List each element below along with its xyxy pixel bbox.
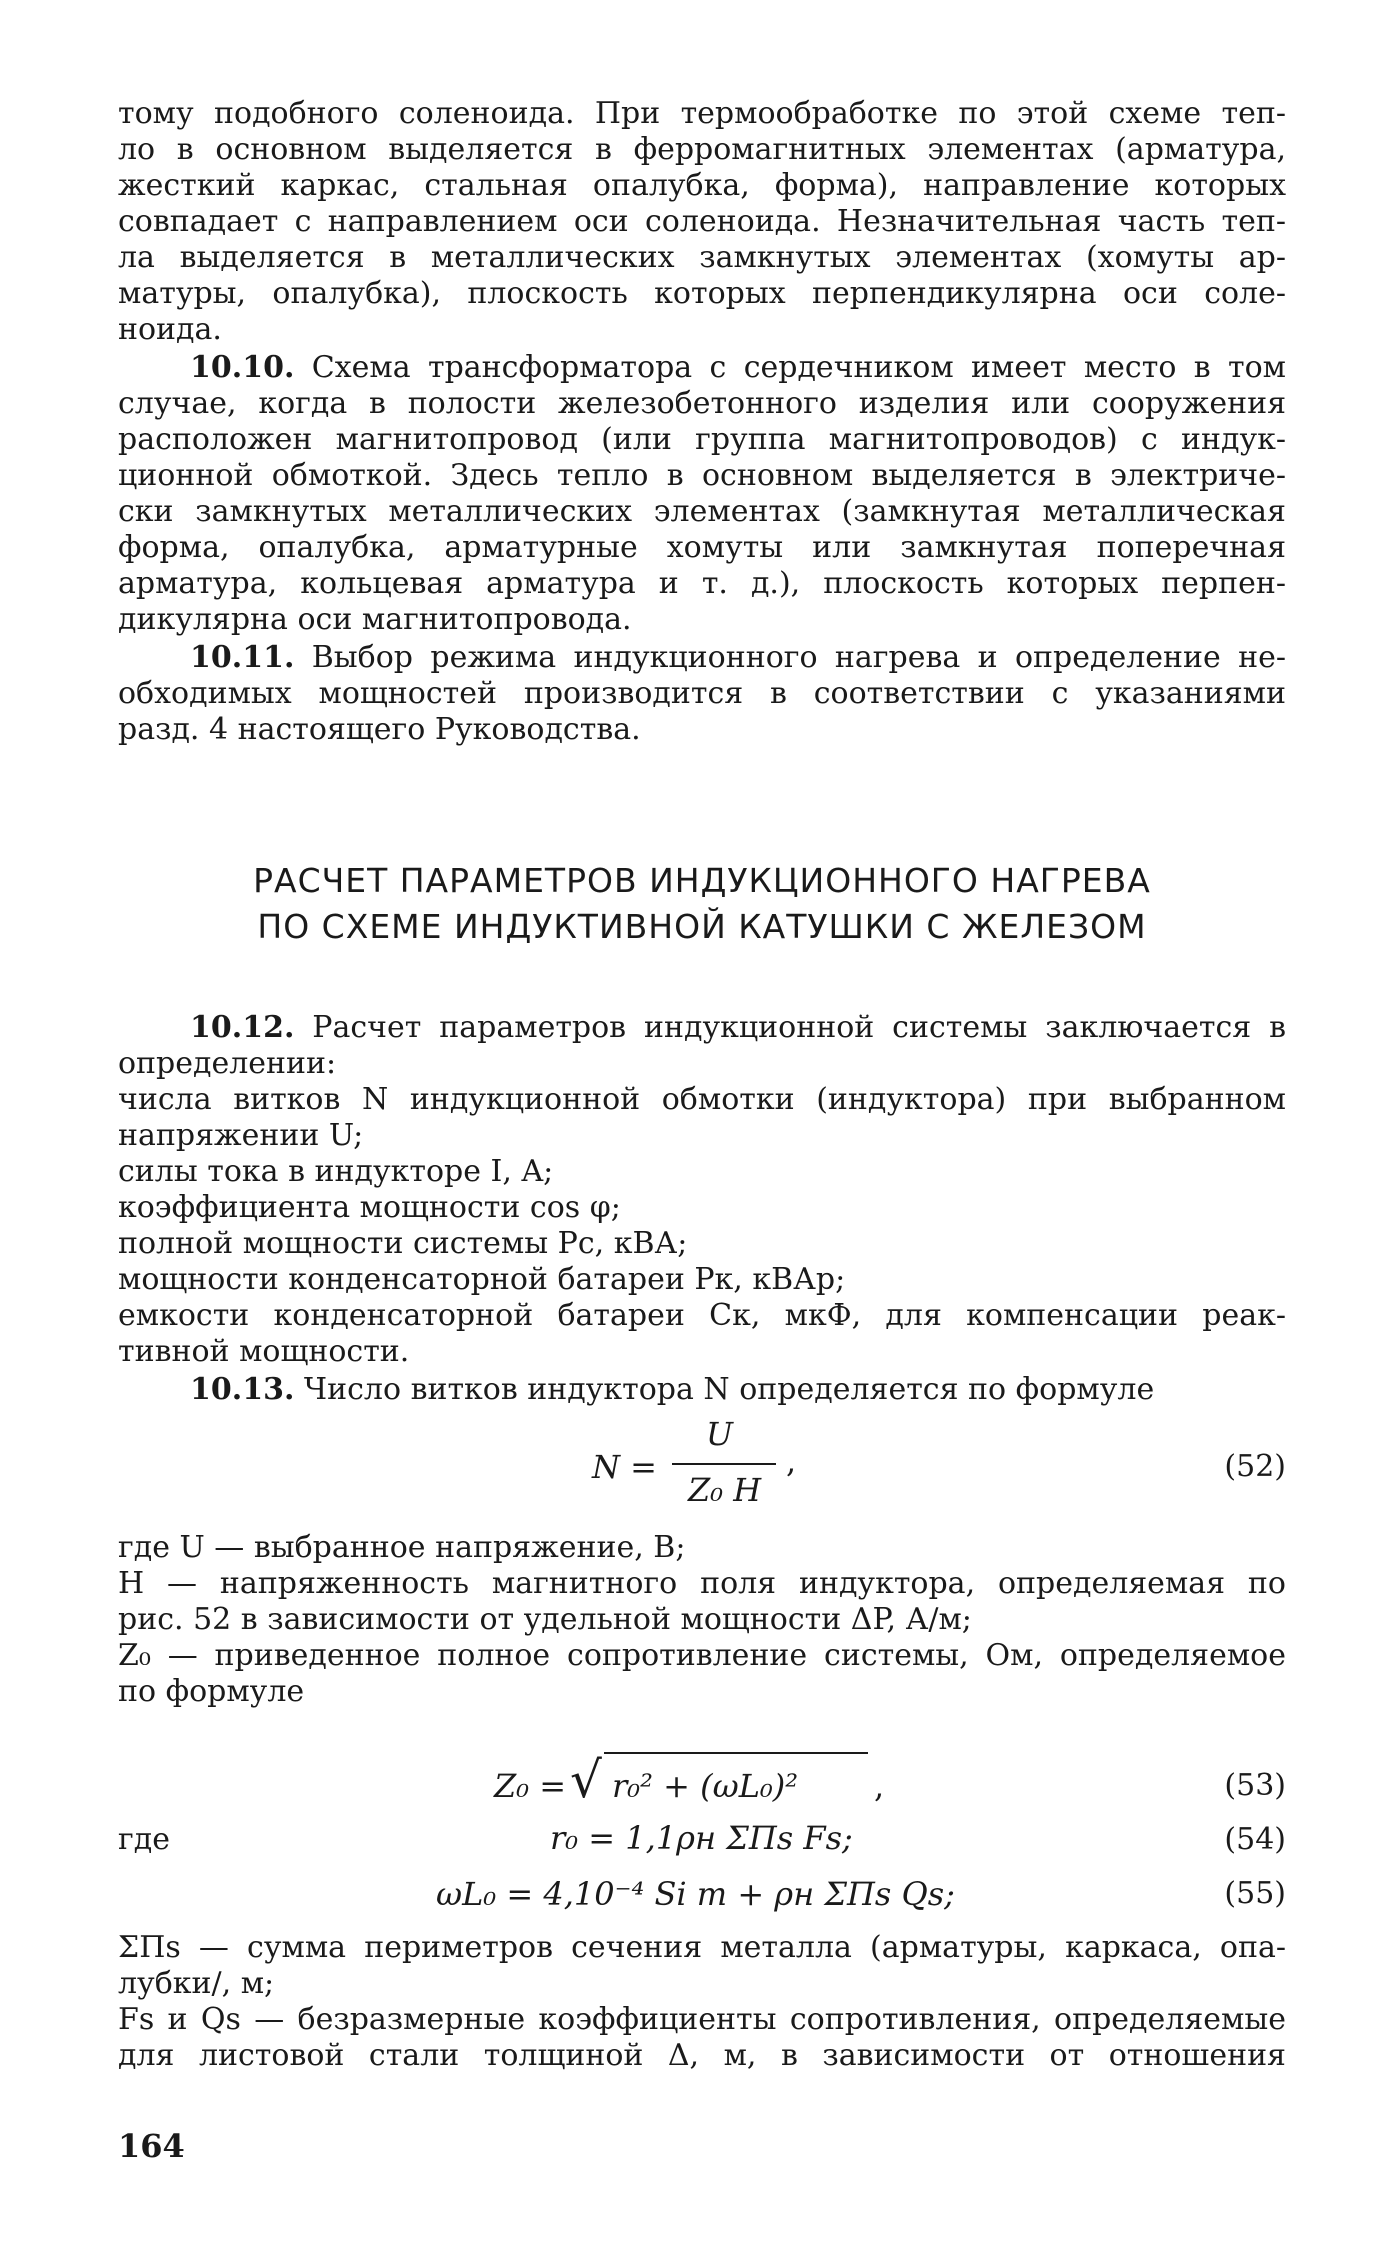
tail-line-2: лубки/, м; xyxy=(118,1966,275,2001)
para-1012-line-6: коэффициента мощности cos φ; xyxy=(118,1190,621,1225)
intro-line-6: матуры, опалубка), плоскость которых перпендикулярна оси соле- xyxy=(118,276,1286,311)
para-1010-first-line xyxy=(190,350,1286,386)
page-number: 164 xyxy=(118,2127,185,2165)
para-1013-text: Число витков индуктора N определяется по формуле xyxy=(294,1372,1155,1407)
radical-overbar xyxy=(604,1752,868,1754)
tail-line-1: ΣПs — сумма периметров сечения металла (арматуры, каркаса, опа- xyxy=(118,1930,1286,1965)
intro-line-3: жесткий каркас, стальная опалубка, форма), направление которых xyxy=(118,168,1286,203)
formula-54-expression: r₀ = 1,1ρн ΣПs Fs; xyxy=(550,1819,853,1857)
para-1010-line-2: случае, когда в полости железобетонного изделия или сооружения xyxy=(118,386,1286,421)
formula-53-lhs: Z₀ = xyxy=(494,1767,567,1805)
equation-number-53: (53) xyxy=(1224,1768,1286,1803)
tail-line-4: для листовой стали толщиной Δ, м, в зависимости от отношения xyxy=(118,2038,1286,2073)
para-1013-line xyxy=(190,1372,1286,1408)
para-1010-line-5: ски замкнутых металлических элементах (замкнутая металлическая xyxy=(118,494,1286,529)
intro-line-2: ло в основном выделяется в ферромагнитных элементах (арматура, xyxy=(118,132,1286,167)
equation-number-52: (52) xyxy=(1224,1449,1286,1484)
where-52-line-5: по формуле xyxy=(118,1674,305,1709)
para-1012-line-4: напряжении U; xyxy=(118,1118,364,1153)
formula-52-lhs: N = xyxy=(592,1448,657,1486)
formula-52-numerator: U xyxy=(706,1415,733,1453)
formula-54-where: где xyxy=(118,1822,170,1857)
section-heading-line-2: ПО СХЕМЕ ИНДУКТИВНОЙ КАТУШКИ С ЖЕЛЕЗОМ xyxy=(257,907,1147,946)
para-1010-line-6: форма, опалубка, арматурные хомуты или замкнутая поперечная xyxy=(118,530,1286,565)
para-1012-line-2: определении: xyxy=(118,1046,337,1081)
para-1012-text: Расчет параметров индукционной системы заключается в xyxy=(294,1010,1286,1045)
para-1012-line-8: мощности конденсаторной батареи Pк, кВАр; xyxy=(118,1262,846,1297)
formula-52-tail: , xyxy=(786,1442,797,1480)
para-1011-line-3: разд. 4 настоящего Руководства. xyxy=(118,712,641,747)
where-52-line-2: H — напряженность магнитного поля индуктора, определяемая по xyxy=(118,1566,1286,1601)
para-1013-number: 10.13. xyxy=(190,1372,295,1407)
intro-line-1: тому подобного соленоида. При термообработке по этой схеме теп- xyxy=(118,96,1286,131)
para-1011-first-line xyxy=(190,640,1286,676)
para-1010-line-8: дикулярна оси магнитопровода. xyxy=(118,602,632,637)
section-heading-line-1: РАСЧЕТ ПАРАМЕТРОВ ИНДУКЦИОННОГО НАГРЕВА xyxy=(253,861,1151,900)
para-1012-first-line xyxy=(190,1010,1286,1046)
where-52-line-4: Z₀ — приведенное полное сопротивление системы, Ом, определяемое xyxy=(118,1638,1286,1673)
para-1011-line-2: обходимых мощностей производится в соответствии с указаниями xyxy=(118,676,1286,711)
para-1012-line-10: тивной мощности. xyxy=(118,1334,410,1369)
para-1010-line-4: ционной обмоткой. Здесь тепло в основном выделяется в электриче- xyxy=(118,458,1286,493)
formula-52-denominator: Z₀ H xyxy=(688,1471,762,1509)
para-1010-number: 10.10. xyxy=(190,350,295,385)
para-1010-line-3: расположен магнитопровод (или группа магнитопроводов) с индук- xyxy=(118,422,1286,457)
intro-line-7: ноида. xyxy=(118,312,222,347)
para-1012-number: 10.12. xyxy=(190,1010,295,1045)
where-52-line-3: рис. 52 в зависимости от удельной мощности ΔP, А/м; xyxy=(118,1602,972,1637)
formula-53-radicand: r₀² + (ωL₀)² xyxy=(612,1767,799,1805)
formula-55-expression: ωL₀ = 4,10⁻⁴ Si m + ρн ΣПs Qs; xyxy=(436,1875,955,1913)
para-1012-line-9: емкости конденсаторной батареи Cк, мкФ, для компенсации реак- xyxy=(118,1298,1286,1333)
para-1011-number: 10.11. xyxy=(190,640,295,675)
tail-line-3: Fs и Qs — безразмерные коэффициенты сопротивления, определяемые xyxy=(118,2002,1286,2037)
formula-53-tail: , xyxy=(874,1767,885,1805)
radical-sign: √ xyxy=(570,1751,602,1809)
para-1012-line-3: числа витков N индукционной обмотки (индуктора) при выбранном xyxy=(118,1082,1286,1117)
para-1011-text: Выбор режима индукционного нагрева и определение не- xyxy=(294,640,1286,675)
para-1012-line-7: полной мощности системы Pс, кВА; xyxy=(118,1226,688,1261)
para-1012-line-5: силы тока в индукторе I, A; xyxy=(118,1154,554,1189)
intro-line-4: совпадает с направлением оси соленоида. Незначительная часть теп- xyxy=(118,204,1286,239)
para-1010-line-7: арматура, кольцевая арматура и т. д.), плоскость которых перпен- xyxy=(118,566,1286,601)
intro-line-5: ла выделяется в металлических замкнутых элементах (хомуты ар- xyxy=(118,240,1286,275)
equation-number-55: (55) xyxy=(1224,1876,1286,1911)
where-52-line-1: где U — выбранное напряжение, В; xyxy=(118,1530,686,1565)
formula-52-fraction-bar xyxy=(672,1463,776,1465)
equation-number-54: (54) xyxy=(1224,1822,1286,1857)
para-1010-text: Схема трансформатора с сердечником имеет место в том xyxy=(294,350,1286,385)
